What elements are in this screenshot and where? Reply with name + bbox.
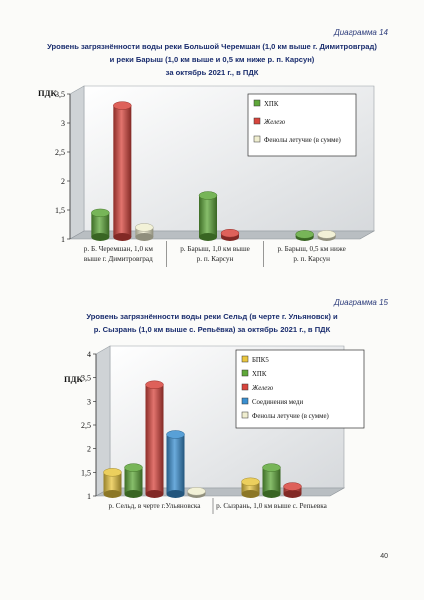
bar-base xyxy=(284,490,302,498)
bar-top xyxy=(284,483,302,491)
bar xyxy=(167,431,185,498)
legend-swatch xyxy=(254,136,260,142)
bar-top xyxy=(135,223,153,231)
bar-body xyxy=(113,106,131,237)
diagram-14-label: Диаграмма 14 xyxy=(334,28,388,37)
bar-base xyxy=(263,490,281,498)
bar xyxy=(199,192,217,241)
bar-body xyxy=(199,196,217,238)
page-number: 40 xyxy=(380,553,388,560)
legend-label: ХПК xyxy=(252,371,267,378)
bar xyxy=(318,230,336,241)
legend-label: Железо xyxy=(252,385,274,392)
legend xyxy=(236,350,364,428)
legend-swatch xyxy=(242,398,248,404)
diagram-15-chart xyxy=(0,340,424,530)
y-tick-label: 2 xyxy=(87,444,91,454)
bar-body xyxy=(146,385,164,494)
diagram-14-title xyxy=(20,40,404,79)
bar-top xyxy=(263,464,281,472)
y-tick-label: 1 xyxy=(87,492,91,501)
y-tick-label: 2,5 xyxy=(55,148,65,157)
bar-base xyxy=(242,490,260,498)
bar xyxy=(146,381,164,498)
bar-top xyxy=(318,230,336,238)
bar xyxy=(263,464,281,498)
bar-base xyxy=(104,490,122,498)
y-tick-label: 1 xyxy=(61,235,65,244)
bar-top xyxy=(125,464,143,472)
bar-top xyxy=(113,102,131,110)
y-tick-label: 2 xyxy=(61,177,65,186)
bar xyxy=(125,464,143,498)
bar-top xyxy=(242,478,260,486)
x-category-label: р. Барыш, 1,0 км выше xyxy=(180,245,250,253)
bar xyxy=(221,229,239,241)
x-category-label: р. Барыш, 0,5 км ниже xyxy=(277,245,346,253)
y-tick-label: 3 xyxy=(87,397,91,407)
y-tick-label: 2,5 xyxy=(81,421,91,430)
x-category-label: р. п. Карсун xyxy=(293,255,330,263)
legend-label: ХПК xyxy=(264,101,279,108)
x-category-label: р. Сызрань, 1,0 км выше с. Репьевка xyxy=(216,502,327,510)
diagram-14-title-line-1: Уровень загрязнённости воды реки Большой Черемшан (1,0 км выше г. Димитровград) xyxy=(47,42,377,51)
bar-base xyxy=(135,233,153,241)
legend-swatch xyxy=(242,412,248,418)
diagram-15-title xyxy=(20,310,404,336)
y-tick-label: 3,5 xyxy=(55,90,65,99)
bar-base xyxy=(167,490,185,498)
y-tick-label: 4 xyxy=(87,350,91,359)
bar-top xyxy=(146,381,164,389)
legend-swatch xyxy=(254,100,260,106)
bar-top xyxy=(91,209,109,217)
bar-base xyxy=(91,233,109,241)
bar-top xyxy=(188,487,206,495)
y-tick-label: 1,5 xyxy=(81,468,91,478)
bar xyxy=(296,230,314,241)
bar xyxy=(135,223,153,241)
x-category-label: р. Сельд, в черте г.Ульяновска xyxy=(108,502,201,510)
bar xyxy=(113,102,131,241)
bar-base xyxy=(146,490,164,498)
bar-base xyxy=(199,233,217,241)
legend-label: Железо xyxy=(264,119,286,126)
y-axis-label: ПДК xyxy=(64,374,83,384)
diagram-14-chart xyxy=(0,82,424,292)
bar xyxy=(104,468,122,498)
y-tick-label: 3 xyxy=(61,119,65,128)
y-axis-label: ПДК xyxy=(38,88,57,98)
legend-label: Фенолы летучие (в сумме) xyxy=(252,413,329,420)
x-category-label: выше г. Димитровград xyxy=(83,255,153,263)
bar-top xyxy=(104,468,122,476)
bar-base xyxy=(125,490,143,498)
legend-label: БПК5 xyxy=(252,357,269,364)
legend xyxy=(248,94,356,156)
bar xyxy=(91,209,109,241)
y-tick-label: 3,5 xyxy=(81,373,91,383)
bar-body xyxy=(167,434,185,494)
x-category-label: р. п. Карсун xyxy=(196,255,234,263)
diagram-14-title-line-2: и реки Барыш (1,0 км выше и 0,5 км ниже р. п. Карсун) xyxy=(109,55,315,64)
chart-side-wall xyxy=(70,86,84,239)
bar xyxy=(188,487,206,498)
bar-top xyxy=(296,230,314,238)
bar-top xyxy=(221,229,239,237)
bar xyxy=(242,478,260,498)
diagram-15-title-line-1: Уровень загрязнённости воды реки Сельд (в черте г. Ульяновск) и xyxy=(86,312,338,321)
diagram-15-label: Диаграмма 15 xyxy=(334,298,388,307)
diagram-15-title-line-2: р. Сызрань (1,0 км выше с. Репьёвка) за октябрь 2021 г., в ПДК xyxy=(93,325,331,334)
x-category-label: р. Б. Черемшан, 1,0 км xyxy=(83,245,153,253)
bar xyxy=(284,483,302,498)
legend-swatch xyxy=(242,384,248,390)
legend-swatch xyxy=(254,118,260,124)
bar-base xyxy=(113,233,131,241)
legend-swatch xyxy=(242,356,248,362)
bar-top xyxy=(167,431,185,439)
legend-swatch xyxy=(242,370,248,376)
bar-top xyxy=(199,192,217,200)
legend-label: Соединения меди xyxy=(252,399,304,406)
y-tick-label: 1,5 xyxy=(55,206,65,215)
legend-label: Фенолы летучие (в сумме) xyxy=(264,137,341,144)
diagram-14-title-line-3: за октябрь 2021 г., в ПДК xyxy=(165,68,259,77)
